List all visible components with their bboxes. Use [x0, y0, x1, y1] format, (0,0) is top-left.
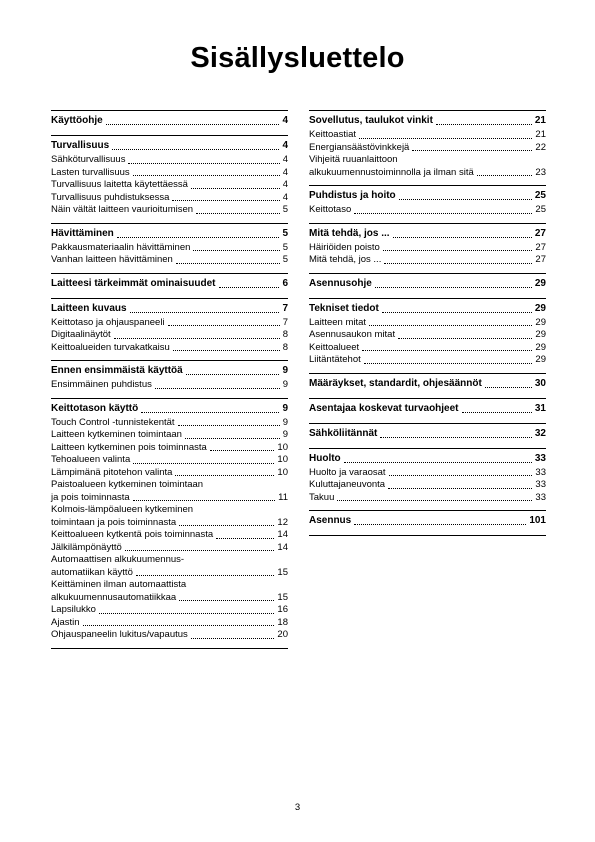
toc-dot-leader — [193, 250, 279, 251]
toc-entry — [309, 467, 546, 480]
toc-page-number: 27 — [535, 241, 546, 253]
page-number: 3 — [294, 802, 301, 813]
toc-entry — [51, 442, 288, 455]
toc-dot-leader — [99, 613, 275, 614]
toc-page-number: 9 — [282, 365, 288, 376]
toc-page-number: 30 — [534, 377, 546, 389]
toc-entry — [51, 154, 288, 167]
toc-page-number: 29 — [535, 329, 546, 340]
toc-dot-leader — [359, 138, 532, 139]
toc-section — [309, 185, 546, 223]
toc-page-number: 4 — [282, 115, 288, 126]
toc-entry-text: Asennusohje — [309, 277, 372, 289]
toc-page-number: 9 — [282, 379, 288, 390]
toc-page-number: 33 — [535, 491, 546, 503]
toc-dot-leader — [106, 124, 280, 125]
toc-entry-text: Asennusaukon mitat — [309, 329, 396, 340]
toc-entry-text: Vanhan laitteen hävittäminen — [51, 254, 173, 265]
toc-dot-leader — [364, 363, 533, 364]
toc-page-number: 22 — [535, 141, 546, 153]
toc-page-number: 29 — [535, 354, 546, 365]
toc-entry — [51, 554, 288, 567]
toc-page-number: 4 — [282, 191, 288, 203]
toc-entry-text: Sähköturvallisuus — [51, 154, 126, 165]
toc-page-number: 10 — [277, 466, 288, 478]
toc-entry-text: Lapsilukko — [51, 604, 96, 615]
toc-dot-leader — [179, 525, 274, 526]
toc-heading — [309, 227, 546, 241]
toc-page-number: 25 — [534, 190, 546, 201]
toc-entry-text: Lämpimänä pitotehon valinta — [51, 466, 173, 478]
toc-entry-text: Määräykset, standardit, ohjesäännöt — [309, 377, 482, 389]
toc-heading — [51, 139, 288, 153]
toc-entry-text: Hävittäminen — [51, 227, 114, 239]
toc-dot-leader — [130, 312, 280, 313]
toc-dot-leader — [462, 412, 532, 413]
toc-entry-text: Tekniset tiedot — [309, 302, 379, 314]
toc-dot-leader — [125, 550, 275, 551]
toc-entry — [51, 492, 288, 505]
toc-heading — [309, 452, 546, 466]
toc-section — [51, 298, 288, 361]
toc-page-number: 18 — [277, 616, 288, 628]
toc-entry — [51, 579, 288, 592]
toc-entry — [309, 204, 546, 217]
toc-dot-leader — [175, 475, 274, 476]
toc-dot-leader — [337, 500, 532, 501]
toc-entry — [309, 492, 546, 505]
toc-dot-leader — [83, 625, 275, 626]
toc-page-number: 8 — [282, 329, 288, 340]
toc-page-number: 11 — [278, 491, 288, 503]
toc-dot-leader — [216, 538, 274, 539]
toc-section — [51, 135, 288, 223]
toc-section — [51, 110, 288, 135]
toc-entry — [309, 354, 546, 367]
toc-section — [309, 223, 546, 273]
toc-entry-text: Laitteen kuvaus — [51, 302, 127, 314]
toc-page-number: 16 — [277, 604, 288, 615]
toc-page-number: 14 — [277, 529, 288, 540]
toc-dot-leader — [436, 124, 532, 125]
toc-dot-leader — [375, 287, 532, 288]
toc-dot-leader — [168, 325, 280, 326]
toc-section — [309, 298, 546, 373]
toc-entry — [309, 479, 546, 492]
page-title: Sisällysluettelo — [190, 42, 405, 74]
toc-entry — [309, 167, 546, 180]
toc-page-number: 4 — [282, 154, 288, 165]
toc-heading — [51, 277, 288, 291]
toc-heading — [309, 189, 546, 203]
toc-entry — [51, 429, 288, 442]
toc-entry — [51, 604, 288, 617]
toc-entry — [309, 329, 546, 342]
toc-dot-leader — [191, 638, 275, 639]
toc-entry — [309, 129, 546, 142]
toc-heading — [309, 302, 546, 316]
toc-entry-text: Turvallisuus — [51, 140, 110, 151]
toc-entry — [309, 317, 546, 330]
toc-page-number: 10 — [277, 454, 288, 465]
toc-dot-leader — [117, 237, 280, 238]
toc-entry — [309, 342, 546, 355]
toc-entry — [309, 254, 546, 267]
toc-page-number: 5 — [282, 227, 288, 239]
toc-entry — [309, 154, 546, 167]
toc-entry — [51, 254, 288, 267]
toc-entry-text: Keittäminen ilman automaattista — [51, 579, 187, 590]
toc-entry-text: Energiansäästövinkkejä — [309, 141, 410, 153]
toc-entry — [51, 454, 288, 467]
toc-entry-text: Keittotaso — [309, 204, 352, 215]
toc-column-left — [51, 110, 288, 649]
toc-entry-text: Laitteen mitat — [309, 316, 367, 328]
toc-entry-text: Laitteen kytkeminen toimintaan — [51, 429, 182, 440]
toc-entry — [51, 467, 288, 480]
toc-entry — [309, 242, 546, 255]
toc-entry-text: Vihjeitä ruuanlaittoon — [309, 154, 398, 165]
toc-section — [309, 448, 546, 511]
toc-entry-text: ja pois toiminnasta — [51, 491, 130, 503]
toc-entry-text: Mitä tehdä, jos ... — [309, 254, 382, 265]
toc-entry-text: Keittotason käyttö — [51, 402, 139, 414]
toc-page-number: 12 — [277, 516, 288, 528]
toc-page-number: 21 — [535, 129, 546, 140]
toc-section — [309, 510, 546, 536]
toc-dot-leader — [133, 175, 280, 176]
toc-heading — [51, 364, 288, 378]
toc-page-number: 15 — [277, 591, 288, 603]
toc-page-number: 8 — [282, 341, 288, 353]
toc-entry — [51, 192, 288, 205]
toc-entry — [51, 342, 288, 355]
toc-entry-text: Keittoalueen kytkentä pois toiminnasta — [51, 529, 214, 540]
toc-entry-text: Keittoalueiden turvakatkaisu — [51, 341, 170, 353]
toc-page-number: 5 — [282, 254, 288, 265]
toc-dot-leader — [369, 325, 532, 326]
toc-heading — [51, 114, 288, 128]
toc-heading — [51, 402, 288, 416]
toc-page-number: 9 — [282, 416, 288, 428]
toc-entry-text: Kolmois-lämpöalueen kytkeminen — [51, 504, 194, 515]
toc-heading — [309, 377, 546, 391]
toc-entry-text: toimintaan ja pois toiminnasta — [51, 516, 177, 528]
toc-entry-text: Keittoastiat — [309, 129, 356, 140]
toc-dot-leader — [128, 163, 279, 164]
toc-entry-text: Häiriöiden poisto — [309, 241, 380, 253]
toc-dot-leader — [388, 488, 532, 489]
toc-page-number: 4 — [282, 179, 288, 190]
toc-entry-text: automatiikan käyttö — [51, 566, 133, 578]
toc-page-number: 32 — [534, 427, 546, 439]
toc-entry-text: Keittotaso ja ohjauspaneeli — [51, 316, 165, 328]
toc-page-number: 20 — [277, 629, 288, 640]
toc-dot-leader — [412, 150, 532, 151]
toc-heading — [51, 302, 288, 316]
toc-entry — [51, 317, 288, 330]
toc-page-number: 27 — [534, 227, 546, 239]
toc-entry-text: Laitteesi tärkeimmät ominaisuudet — [51, 277, 216, 289]
toc-page-number: 5 — [282, 241, 288, 253]
toc-page-number: 6 — [282, 277, 288, 289]
toc-page-number: 25 — [535, 204, 546, 215]
toc-dot-leader — [176, 263, 280, 264]
toc-section — [309, 423, 546, 448]
toc-entry-text: Ohjauspaneelin lukitus/vapautus — [51, 629, 188, 640]
toc-entry — [51, 617, 288, 630]
toc-entry-text: Huolto ja varaosat — [309, 466, 386, 478]
toc-entry — [309, 142, 546, 155]
toc-page-number: 29 — [535, 316, 546, 328]
toc-dot-leader — [133, 463, 274, 464]
toc-column-right — [309, 110, 546, 536]
toc-entry-text: Huolto — [309, 452, 341, 464]
toc-page-number: 23 — [535, 166, 546, 178]
toc-heading — [309, 427, 546, 441]
toc-page-number: 15 — [277, 566, 288, 578]
toc-dot-leader — [393, 237, 532, 238]
toc-dot-leader — [141, 412, 279, 413]
toc-dot-leader — [186, 374, 280, 375]
toc-dot-leader — [354, 524, 526, 525]
toc-heading — [309, 402, 546, 416]
toc-section — [51, 223, 288, 273]
toc-dot-leader — [179, 600, 274, 601]
toc-entry-text: Tehoalueen valinta — [51, 454, 131, 465]
toc-dot-leader — [173, 350, 280, 351]
toc-entry-text: Digitaalinäytöt — [51, 329, 111, 340]
toc-dot-leader — [219, 287, 280, 288]
toc-entry-text: Sähköliitännät — [309, 427, 378, 439]
toc-dot-leader — [398, 338, 532, 339]
toc-dot-leader — [112, 149, 279, 150]
toc-page-number: 7 — [282, 316, 288, 328]
toc-dot-leader — [382, 312, 532, 313]
toc-dot-leader — [384, 263, 532, 264]
toc-page-number: 7 — [282, 302, 288, 314]
toc-dot-leader — [399, 199, 532, 200]
toc-heading — [309, 277, 546, 291]
toc-dot-leader — [354, 213, 532, 214]
toc-page-number: 33 — [535, 479, 546, 490]
toc-entry — [51, 592, 288, 605]
toc-entry — [51, 329, 288, 342]
toc-entry-text: Mitä tehdä, jos ... — [309, 227, 390, 239]
toc-entry-text: Jälkilämpönäyttö — [51, 541, 122, 553]
toc-page-number: 4 — [282, 140, 288, 151]
toc-dot-leader — [155, 388, 280, 389]
toc-dot-leader — [362, 350, 532, 351]
toc-entry — [51, 167, 288, 180]
toc-section — [309, 398, 546, 423]
toc-page-number: 21 — [534, 115, 546, 126]
toc-entry — [51, 417, 288, 430]
toc-page-number: 27 — [535, 254, 546, 265]
toc-dot-leader — [114, 338, 280, 339]
toc-dot-leader — [380, 437, 532, 438]
toc-entry-text: Pakkausmateriaalin hävittäminen — [51, 241, 191, 253]
toc-entry-text: Käyttöohje — [51, 115, 103, 126]
toc-entry-text: Ennen ensimmäistä käyttöä — [51, 365, 183, 376]
toc-page-number: 10 — [277, 441, 288, 453]
toc-entry-text: alkukuumennusautomatiikkaa — [51, 591, 177, 603]
toc-entry-text: Ajastin — [51, 616, 80, 628]
toc-page-number: 4 — [282, 166, 288, 178]
toc-entry — [51, 479, 288, 492]
toc-page-number: 5 — [282, 204, 288, 215]
toc-section — [309, 273, 546, 298]
toc-dot-leader — [191, 188, 280, 189]
toc-entry-text: Liitäntätehot — [309, 354, 361, 365]
toc-entry — [51, 567, 288, 580]
toc-dot-leader — [389, 475, 533, 476]
toc-dot-leader — [172, 200, 279, 201]
toc-page-number: 14 — [277, 541, 288, 553]
toc-entry-text: Turvallisuus puhdistuksessa — [51, 191, 170, 203]
toc-page-number: 33 — [534, 452, 546, 464]
toc-entry-text: Automaattisen alkukuumennus- — [51, 554, 185, 565]
toc-section — [309, 373, 546, 398]
toc-dot-leader — [185, 438, 280, 439]
toc-section — [51, 273, 288, 298]
toc-page-number: 9 — [282, 429, 288, 440]
toc-entry-text: Asennus — [309, 515, 352, 526]
toc-section — [309, 110, 546, 185]
toc-dot-leader — [178, 425, 280, 426]
toc-heading — [51, 227, 288, 241]
toc-section — [51, 360, 288, 398]
toc-dot-leader — [477, 175, 533, 176]
toc-entry-text: Näin vältät laitteen vaurioitumisen — [51, 204, 194, 215]
toc-entry — [51, 504, 288, 517]
toc-dot-leader — [344, 462, 532, 463]
toc-entry — [51, 179, 288, 192]
toc-entry-text: Takuu — [309, 491, 335, 503]
toc-entry — [51, 629, 288, 642]
toc-entry-text: Turvallisuus laitetta käytettäessä — [51, 179, 188, 190]
toc-page-number: 29 — [534, 277, 546, 289]
toc-heading — [309, 514, 546, 528]
toc-page-number: 29 — [534, 302, 546, 314]
toc-entry — [51, 517, 288, 530]
toc-entry-text: Paistoalueen kytkeminen toimintaan — [51, 479, 204, 490]
toc-entry-text: Asentajaa koskevat turvaohjeet — [309, 402, 459, 414]
toc-entry-text: Lasten turvallisuus — [51, 166, 130, 178]
toc-page-number: 9 — [282, 402, 288, 414]
toc-page-number: 101 — [529, 515, 546, 526]
toc-entry — [51, 529, 288, 542]
toc-section — [51, 398, 288, 649]
toc-entry — [51, 204, 288, 217]
toc-entry-text: Kuluttajaneuvonta — [309, 479, 386, 490]
toc-dot-leader — [196, 213, 280, 214]
toc-page-number: 31 — [534, 402, 546, 414]
toc-entry — [51, 242, 288, 255]
toc-dot-leader — [133, 500, 275, 501]
toc-dot-leader — [383, 250, 533, 251]
toc-entry-text: Ensimmäinen puhdistus — [51, 379, 152, 390]
toc-entry-text: Keittoalueet — [309, 341, 360, 353]
toc-heading — [309, 114, 546, 128]
toc-entry-text: Laitteen kytkeminen pois toiminnasta — [51, 441, 207, 453]
toc-page-number: 33 — [535, 466, 546, 478]
toc-entry-text: Touch Control -tunnistekentät — [51, 416, 175, 428]
toc-entry-text: Sovellutus, taulukot vinkit — [309, 115, 433, 126]
toc-dot-leader — [485, 387, 532, 388]
toc-dot-leader — [136, 575, 275, 576]
toc-entry — [51, 379, 288, 392]
toc-entry — [51, 542, 288, 555]
toc-entry-text: alkukuumennustoiminnolla ja ilman sitä — [309, 166, 474, 178]
toc-page-number: 29 — [535, 341, 546, 353]
toc-entry-text: Puhdistus ja hoito — [309, 190, 396, 201]
toc-dot-leader — [210, 450, 275, 451]
